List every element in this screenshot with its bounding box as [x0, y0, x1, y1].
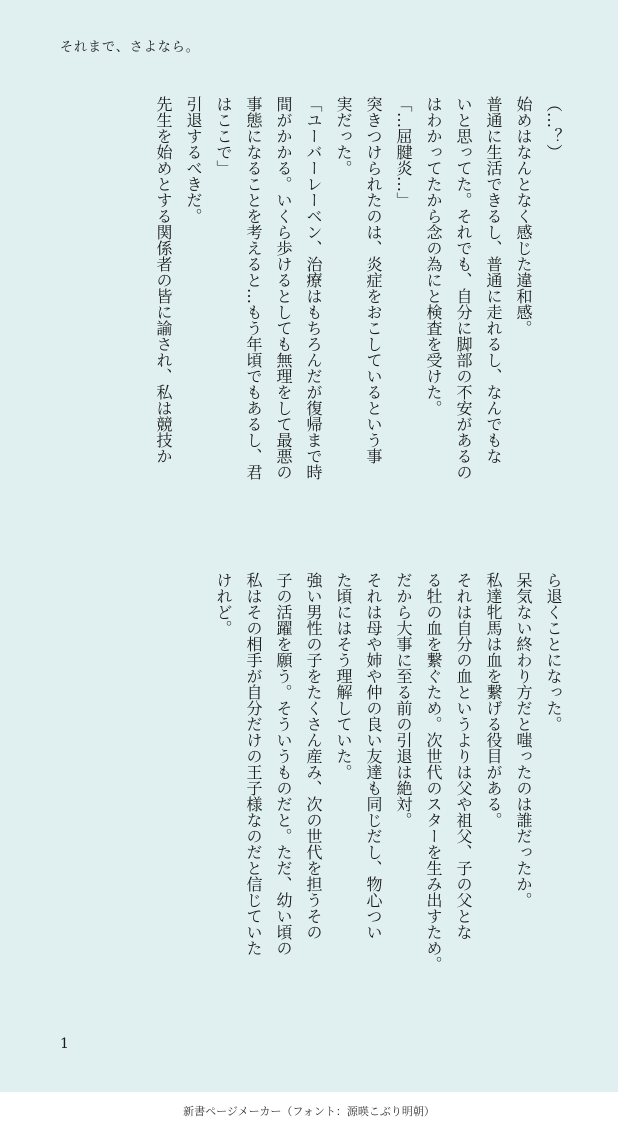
text-line: 強い男性の子をたくさん産み、次の世代を担うその: [304, 572, 323, 940]
text-line: はここで」: [214, 96, 233, 176]
text-line: 子の活躍を願う。そういうものだと。ただ、幼い頃の: [274, 572, 293, 956]
text-line: （…？）: [544, 96, 563, 160]
footer-credit: 新書ページメーカー（フォント：源暎こぶり明朝）: [0, 1092, 618, 1132]
text-line: いと思ってた。それでも、自分に脚部の不安があるの: [454, 96, 473, 480]
text-block-bottom: [208, 572, 568, 1002]
text-line: それは母や姉や仲の良い友達も同じだし、物心つい: [364, 572, 383, 940]
text-line: 事態になることを考えると…もう年頃でもあるし、君: [244, 96, 263, 480]
text-line: 先生を始めとする関係者の皆に諭され、私は競技か: [154, 96, 173, 464]
text-line: 私はその相手が自分だけの王子様なのだと信じていた: [244, 572, 263, 956]
text-line: 「ユーバーレーベン、治療はもちろんだが復帰まで時: [304, 96, 323, 480]
text-line: 呆気ない終わり方だと嗤ったのは誰だったか。: [514, 572, 533, 908]
text-line: 私達牝馬は血を繋げる役目がある。: [484, 572, 503, 828]
text-line: それは自分の血というよりは父や祖父、子の父とな: [454, 572, 473, 940]
text-line: 引退するべきだ。: [184, 96, 203, 224]
text-block-top: [148, 96, 568, 526]
text-line: 普通に生活できるし、普通に走れるし、なんでもな: [484, 96, 503, 464]
text-line: だから大事に至る前の引退は絶対。: [394, 572, 413, 828]
text-line: た頃にはそう理解していた。: [334, 572, 353, 780]
text-line: はわかってたから念の為にと検査を受けた。: [424, 96, 443, 416]
text-line: 突きつけられたのは、炎症をおこしているという事: [364, 96, 383, 464]
text-line: けれど。: [214, 572, 233, 636]
page-title: それまで、さよなら。: [60, 40, 200, 55]
text-line: 「…屈腱炎…」: [394, 96, 413, 208]
text-line: 実だった。: [334, 96, 353, 176]
text-line: る牡の血を繋ぐため。次世代のスターを生み出すため。: [424, 572, 443, 972]
text-line: ら退くことになった。: [544, 572, 563, 732]
text-line: 始めはなんとなく感じた違和感。: [514, 96, 533, 336]
text-line: 間がかかる。いくら歩けるとしても無理をして最悪の: [274, 96, 293, 480]
page-number: 1: [60, 1036, 69, 1052]
